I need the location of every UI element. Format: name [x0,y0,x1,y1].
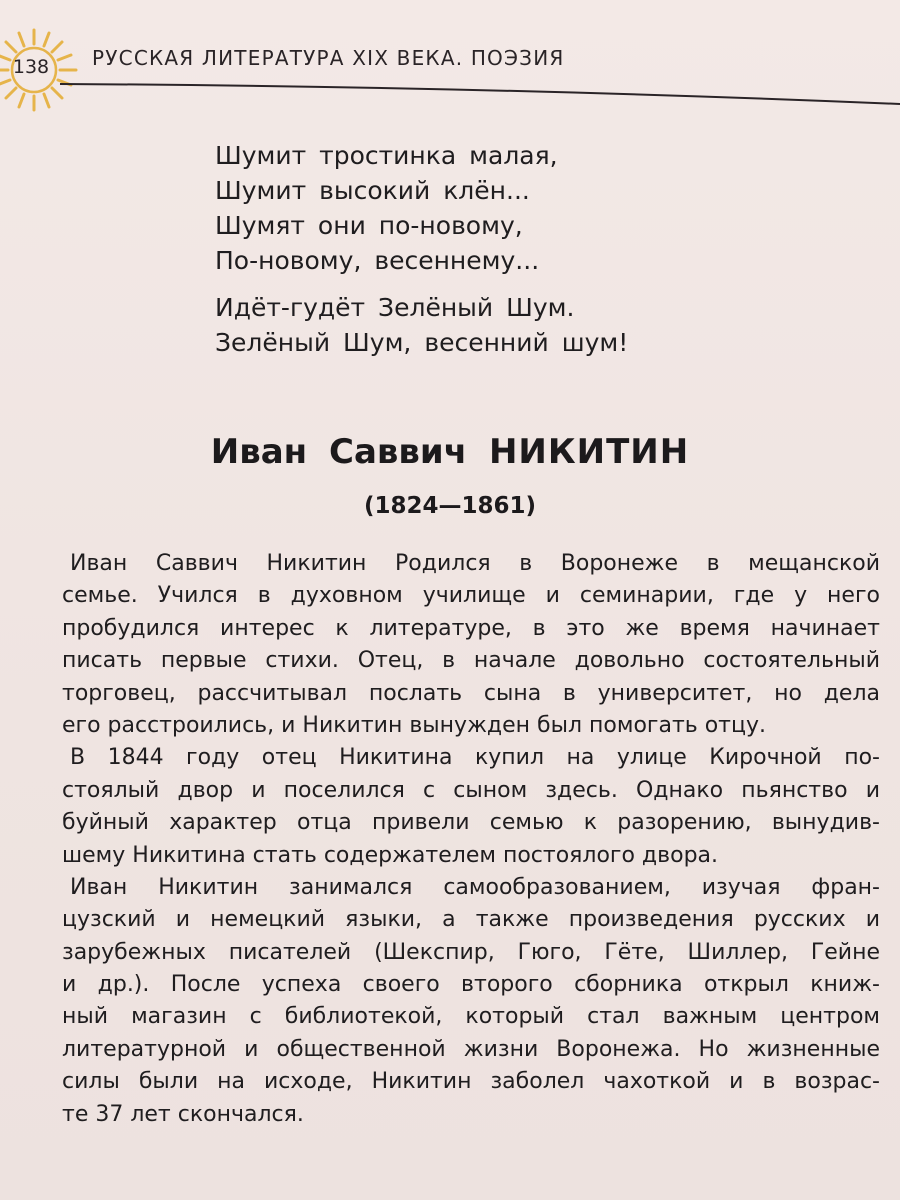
bio-line: стоялый двор и поселился с сыном здесь. Однако пьянство и [62,777,880,803]
author-given-name: Иван Саввич [210,432,468,472]
bio-line: ный магазин с библиотекой, который стал важным центром [62,1004,880,1030]
bio-line: те 37 лет скончался. [62,1101,304,1127]
bio-line: цузский и немецкий языки, а также произведения русских и [62,907,880,933]
bio-line: литературной и общественной жизни Воронежа. Но жизненные [62,1036,880,1062]
bio-line: шему Никитина стать содержателем постоялого двора. [62,842,719,868]
bio-line: В 1844 году отец Никитина купил на улице Кирочной по- [70,745,880,771]
biography-text [62,548,880,1131]
bio-line: буйный характер отца привели семью к разорению, вынудив- [62,810,880,836]
author-years: (1824—1861) [363,493,537,519]
poem-line: Зелёный Шум, весенний шум! [215,328,629,357]
bio-line: торговец, рассчитывал послать сына в университет, но дела [62,680,880,706]
author-heading [0,432,900,472]
bio-line: его расстроились, и Никитин вынужден был помогать отцу. [62,712,766,738]
poem-line: Идёт-гудёт Зелёный Шум. [215,293,575,322]
poem-line: По-новому, весеннему... [215,246,540,275]
bio-line: и др.). После успеха своего второго сборника открыл книж- [62,972,880,998]
bio-line: зарубежных писателей (Шекспир, Гюго, Гёте, Шиллер, Гейне [62,939,880,965]
running-header-title: РУССКАЯ ЛИТЕРАТУРА XIX ВЕКА. ПОЭЗИЯ [92,46,565,70]
bio-line: семье. Учился в духовном училище и семинарии, где у него [62,583,880,609]
bio-line: писать первые стихи. Отец, в начале довольно состоятельный [62,648,880,674]
page-number: 138 [12,56,50,78]
poem-stanza [215,290,628,360]
poem-line: Шумит тростинка малая, [215,141,558,170]
bio-line: силы были на исходе, Никитин заболел чахоткой и в возрас- [62,1069,880,1095]
poem-stanza [215,138,628,278]
author-surname: НИКИТИН [488,432,690,472]
bio-line: Иван Никитин занимался самообразованием, изучая фран- [70,874,880,900]
bio-line: Иван Саввич Никитин Родился в Воронеже в мещанской [70,551,880,576]
header-rule [40,82,900,106]
poem-line: Шумят они по-новому, [215,211,523,240]
poem-excerpt [215,138,628,360]
poem-line: Шумит высокий клён... [215,176,530,205]
bio-line: пробудился интерес к литературе, в это же время начинает [62,615,880,641]
